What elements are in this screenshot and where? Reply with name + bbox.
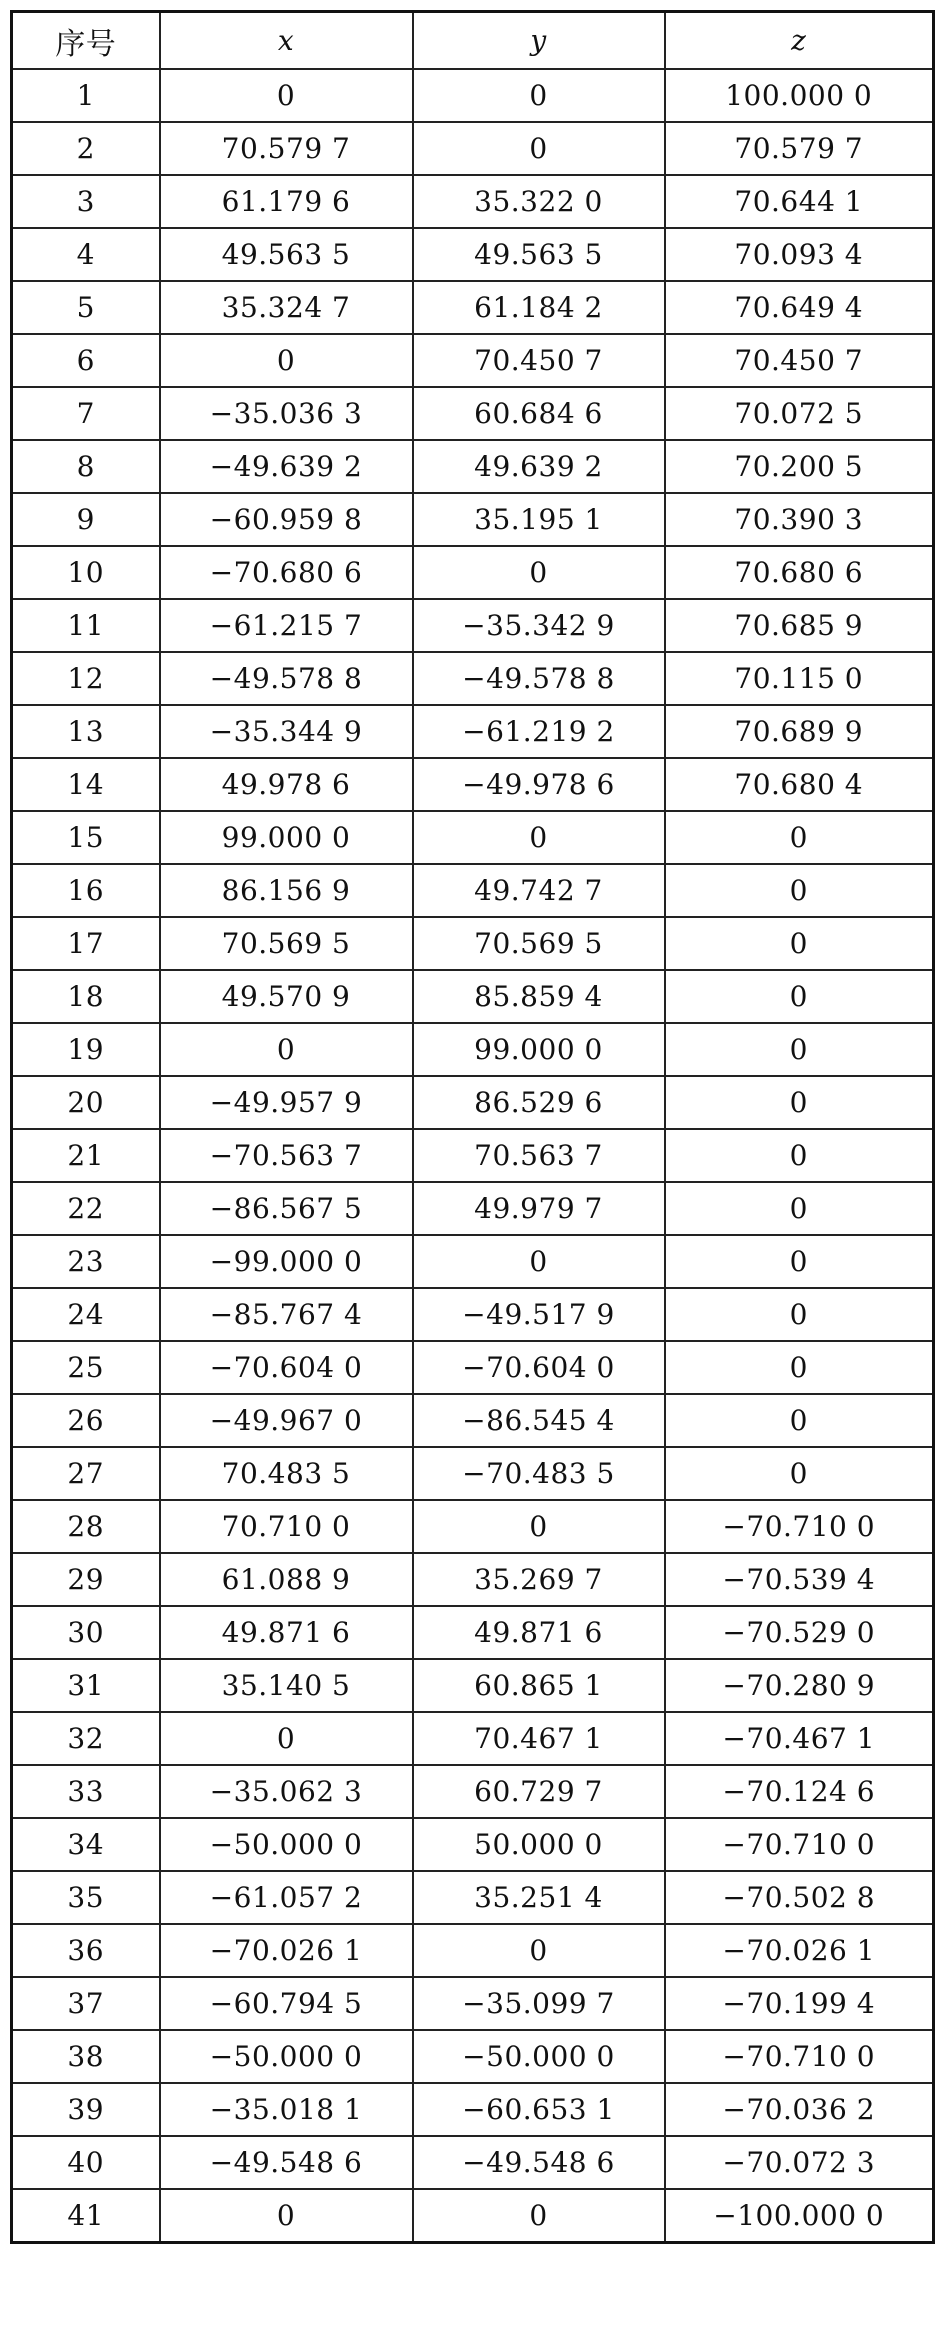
cell-index: 9 bbox=[12, 493, 160, 546]
table-row bbox=[12, 2030, 934, 2083]
cell-y: −49.517 9 bbox=[413, 1288, 665, 1341]
table-row bbox=[12, 1076, 934, 1129]
cell-z: 0 bbox=[665, 1394, 934, 1447]
cell-x: −61.215 7 bbox=[160, 599, 413, 652]
cell-y: −70.604 0 bbox=[413, 1341, 665, 1394]
table-row bbox=[12, 334, 934, 387]
cell-index: 29 bbox=[12, 1553, 160, 1606]
cell-index: 20 bbox=[12, 1076, 160, 1129]
cell-x: −49.957 9 bbox=[160, 1076, 413, 1129]
cell-index: 1 bbox=[12, 69, 160, 122]
cell-x: 61.179 6 bbox=[160, 175, 413, 228]
cell-x: 61.088 9 bbox=[160, 1553, 413, 1606]
cell-y: 61.184 2 bbox=[413, 281, 665, 334]
cell-x: −35.036 3 bbox=[160, 387, 413, 440]
header-index: 序号 bbox=[12, 12, 160, 70]
cell-z: 0 bbox=[665, 1023, 934, 1076]
cell-z: 70.450 7 bbox=[665, 334, 934, 387]
cell-z: −70.036 2 bbox=[665, 2083, 934, 2136]
cell-z: −70.529 0 bbox=[665, 1606, 934, 1659]
cell-z: 70.644 1 bbox=[665, 175, 934, 228]
cell-y: 35.269 7 bbox=[413, 1553, 665, 1606]
cell-index: 40 bbox=[12, 2136, 160, 2189]
cell-y: 0 bbox=[413, 2189, 665, 2243]
cell-x: 99.000 0 bbox=[160, 811, 413, 864]
cell-y: 0 bbox=[413, 122, 665, 175]
cell-y: 99.000 0 bbox=[413, 1023, 665, 1076]
cell-x: −49.967 0 bbox=[160, 1394, 413, 1447]
table-row bbox=[12, 1182, 934, 1235]
cell-z: 0 bbox=[665, 1076, 934, 1129]
cell-y: 60.684 6 bbox=[413, 387, 665, 440]
cell-z: −70.199 4 bbox=[665, 1977, 934, 2030]
cell-index: 22 bbox=[12, 1182, 160, 1235]
cell-x: 35.324 7 bbox=[160, 281, 413, 334]
cell-x: −61.057 2 bbox=[160, 1871, 413, 1924]
cell-index: 24 bbox=[12, 1288, 160, 1341]
cell-x: −49.548 6 bbox=[160, 2136, 413, 2189]
cell-x: −60.959 8 bbox=[160, 493, 413, 546]
cell-index: 31 bbox=[12, 1659, 160, 1712]
cell-y: 60.729 7 bbox=[413, 1765, 665, 1818]
cell-z: 70.200 5 bbox=[665, 440, 934, 493]
cell-z: 0 bbox=[665, 1182, 934, 1235]
cell-index: 38 bbox=[12, 2030, 160, 2083]
cell-y: −49.978 6 bbox=[413, 758, 665, 811]
cell-z: 0 bbox=[665, 1288, 934, 1341]
cell-x: 0 bbox=[160, 1712, 413, 1765]
cell-y: −70.483 5 bbox=[413, 1447, 665, 1500]
cell-y: −60.653 1 bbox=[413, 2083, 665, 2136]
cell-index: 39 bbox=[12, 2083, 160, 2136]
cell-x: −49.639 2 bbox=[160, 440, 413, 493]
table-row bbox=[12, 811, 934, 864]
cell-y: −35.342 9 bbox=[413, 599, 665, 652]
table-row bbox=[12, 1606, 934, 1659]
cell-z: −70.710 0 bbox=[665, 2030, 934, 2083]
cell-z: −70.710 0 bbox=[665, 1818, 934, 1871]
cell-y: 70.450 7 bbox=[413, 334, 665, 387]
cell-z: 70.680 6 bbox=[665, 546, 934, 599]
header-y: y bbox=[413, 12, 665, 70]
cell-x: −70.680 6 bbox=[160, 546, 413, 599]
table-row bbox=[12, 1341, 934, 1394]
table-row bbox=[12, 599, 934, 652]
table-row bbox=[12, 493, 934, 546]
cell-y: 70.467 1 bbox=[413, 1712, 665, 1765]
cell-x: 70.569 5 bbox=[160, 917, 413, 970]
table-row bbox=[12, 1235, 934, 1288]
cell-x: −70.026 1 bbox=[160, 1924, 413, 1977]
table-row bbox=[12, 1447, 934, 1500]
cell-x: 0 bbox=[160, 1023, 413, 1076]
table-row bbox=[12, 228, 934, 281]
cell-z: 0 bbox=[665, 864, 934, 917]
cell-x: −49.578 8 bbox=[160, 652, 413, 705]
cell-y: 0 bbox=[413, 546, 665, 599]
table-row bbox=[12, 1288, 934, 1341]
cell-y: 49.742 7 bbox=[413, 864, 665, 917]
table-row bbox=[12, 440, 934, 493]
cell-x: 70.579 7 bbox=[160, 122, 413, 175]
cell-index: 21 bbox=[12, 1129, 160, 1182]
cell-index: 10 bbox=[12, 546, 160, 599]
cell-z: 0 bbox=[665, 1341, 934, 1394]
cell-y: 49.639 2 bbox=[413, 440, 665, 493]
table-row bbox=[12, 652, 934, 705]
cell-index: 41 bbox=[12, 2189, 160, 2243]
table-row bbox=[12, 175, 934, 228]
cell-y: −35.099 7 bbox=[413, 1977, 665, 2030]
cell-x: 49.570 9 bbox=[160, 970, 413, 1023]
cell-y: 70.569 5 bbox=[413, 917, 665, 970]
cell-z: 100.000 0 bbox=[665, 69, 934, 122]
cell-x: 70.710 0 bbox=[160, 1500, 413, 1553]
cell-z: −70.124 6 bbox=[665, 1765, 934, 1818]
cell-x: −70.604 0 bbox=[160, 1341, 413, 1394]
cell-z: 70.649 4 bbox=[665, 281, 934, 334]
table-row bbox=[12, 705, 934, 758]
cell-y: 86.529 6 bbox=[413, 1076, 665, 1129]
cell-index: 30 bbox=[12, 1606, 160, 1659]
cell-index: 14 bbox=[12, 758, 160, 811]
cell-x: −85.767 4 bbox=[160, 1288, 413, 1341]
cell-index: 6 bbox=[12, 334, 160, 387]
cell-index: 5 bbox=[12, 281, 160, 334]
table-header-row bbox=[12, 12, 934, 70]
cell-z: 70.685 9 bbox=[665, 599, 934, 652]
cell-x: 49.871 6 bbox=[160, 1606, 413, 1659]
table-row bbox=[12, 1765, 934, 1818]
cell-x: −60.794 5 bbox=[160, 1977, 413, 2030]
cell-index: 26 bbox=[12, 1394, 160, 1447]
cell-z: 0 bbox=[665, 1447, 934, 1500]
cell-z: 70.093 4 bbox=[665, 228, 934, 281]
cell-index: 16 bbox=[12, 864, 160, 917]
cell-z: −70.710 0 bbox=[665, 1500, 934, 1553]
table-row bbox=[12, 1129, 934, 1182]
cell-index: 37 bbox=[12, 1977, 160, 2030]
table-row bbox=[12, 1924, 934, 1977]
cell-index: 19 bbox=[12, 1023, 160, 1076]
cell-x: −86.567 5 bbox=[160, 1182, 413, 1235]
cell-z: 70.579 7 bbox=[665, 122, 934, 175]
table-row bbox=[12, 1023, 934, 1076]
cell-index: 3 bbox=[12, 175, 160, 228]
cell-y: 70.563 7 bbox=[413, 1129, 665, 1182]
cell-y: 0 bbox=[413, 1235, 665, 1288]
cell-z: 70.689 9 bbox=[665, 705, 934, 758]
cell-z: 0 bbox=[665, 1129, 934, 1182]
cell-z: 0 bbox=[665, 917, 934, 970]
cell-y: −86.545 4 bbox=[413, 1394, 665, 1447]
table-row bbox=[12, 387, 934, 440]
table-row bbox=[12, 758, 934, 811]
cell-x: 0 bbox=[160, 334, 413, 387]
cell-x: 35.140 5 bbox=[160, 1659, 413, 1712]
cell-y: −61.219 2 bbox=[413, 705, 665, 758]
coordinate-table-container bbox=[10, 10, 932, 2244]
table-row bbox=[12, 1712, 934, 1765]
table-row bbox=[12, 970, 934, 1023]
cell-y: −49.548 6 bbox=[413, 2136, 665, 2189]
coordinate-table bbox=[10, 10, 935, 2244]
cell-index: 36 bbox=[12, 1924, 160, 1977]
cell-y: 0 bbox=[413, 69, 665, 122]
cell-z: 0 bbox=[665, 811, 934, 864]
table-row bbox=[12, 1977, 934, 2030]
cell-z: −70.072 3 bbox=[665, 2136, 934, 2189]
cell-z: 70.072 5 bbox=[665, 387, 934, 440]
table-row bbox=[12, 281, 934, 334]
table-row bbox=[12, 864, 934, 917]
table-row bbox=[12, 1659, 934, 1712]
cell-x: −99.000 0 bbox=[160, 1235, 413, 1288]
cell-y: 49.563 5 bbox=[413, 228, 665, 281]
cell-y: −49.578 8 bbox=[413, 652, 665, 705]
cell-y: 85.859 4 bbox=[413, 970, 665, 1023]
cell-index: 25 bbox=[12, 1341, 160, 1394]
table-row bbox=[12, 1818, 934, 1871]
cell-index: 11 bbox=[12, 599, 160, 652]
cell-y: 0 bbox=[413, 1924, 665, 1977]
cell-index: 32 bbox=[12, 1712, 160, 1765]
table-row bbox=[12, 2189, 934, 2243]
cell-x: 0 bbox=[160, 69, 413, 122]
cell-y: 0 bbox=[413, 1500, 665, 1553]
cell-index: 12 bbox=[12, 652, 160, 705]
cell-z: −70.280 9 bbox=[665, 1659, 934, 1712]
cell-y: 35.251 4 bbox=[413, 1871, 665, 1924]
table-row bbox=[12, 2083, 934, 2136]
table-row bbox=[12, 546, 934, 599]
cell-z: 70.115 0 bbox=[665, 652, 934, 705]
cell-z: −70.502 8 bbox=[665, 1871, 934, 1924]
cell-y: 50.000 0 bbox=[413, 1818, 665, 1871]
cell-index: 23 bbox=[12, 1235, 160, 1288]
cell-x: −35.018 1 bbox=[160, 2083, 413, 2136]
table-row bbox=[12, 1500, 934, 1553]
table-row bbox=[12, 122, 934, 175]
cell-z: 0 bbox=[665, 970, 934, 1023]
table-row bbox=[12, 1394, 934, 1447]
cell-x: −35.062 3 bbox=[160, 1765, 413, 1818]
cell-x: 86.156 9 bbox=[160, 864, 413, 917]
cell-index: 34 bbox=[12, 1818, 160, 1871]
cell-x: 49.563 5 bbox=[160, 228, 413, 281]
cell-index: 18 bbox=[12, 970, 160, 1023]
cell-y: 35.322 0 bbox=[413, 175, 665, 228]
cell-index: 7 bbox=[12, 387, 160, 440]
cell-y: 35.195 1 bbox=[413, 493, 665, 546]
table-row bbox=[12, 1553, 934, 1606]
header-x: x bbox=[160, 12, 413, 70]
table-row bbox=[12, 917, 934, 970]
header-z: z bbox=[665, 12, 934, 70]
cell-index: 28 bbox=[12, 1500, 160, 1553]
cell-y: 60.865 1 bbox=[413, 1659, 665, 1712]
cell-index: 8 bbox=[12, 440, 160, 493]
cell-index: 2 bbox=[12, 122, 160, 175]
table-body bbox=[12, 69, 934, 2243]
cell-x: −50.000 0 bbox=[160, 1818, 413, 1871]
cell-x: 70.483 5 bbox=[160, 1447, 413, 1500]
cell-z: −70.026 1 bbox=[665, 1924, 934, 1977]
cell-index: 33 bbox=[12, 1765, 160, 1818]
table-row bbox=[12, 2136, 934, 2189]
cell-z: 0 bbox=[665, 1235, 934, 1288]
cell-x: −50.000 0 bbox=[160, 2030, 413, 2083]
cell-z: 70.390 3 bbox=[665, 493, 934, 546]
cell-y: 49.871 6 bbox=[413, 1606, 665, 1659]
cell-index: 4 bbox=[12, 228, 160, 281]
cell-index: 15 bbox=[12, 811, 160, 864]
cell-y: 0 bbox=[413, 811, 665, 864]
cell-x: 0 bbox=[160, 2189, 413, 2243]
cell-index: 13 bbox=[12, 705, 160, 758]
table-row bbox=[12, 1871, 934, 1924]
cell-y: 49.979 7 bbox=[413, 1182, 665, 1235]
cell-y: −50.000 0 bbox=[413, 2030, 665, 2083]
cell-index: 35 bbox=[12, 1871, 160, 1924]
table-row bbox=[12, 69, 934, 122]
cell-index: 27 bbox=[12, 1447, 160, 1500]
cell-x: −35.344 9 bbox=[160, 705, 413, 758]
cell-z: −100.000 0 bbox=[665, 2189, 934, 2243]
cell-z: −70.539 4 bbox=[665, 1553, 934, 1606]
cell-x: −70.563 7 bbox=[160, 1129, 413, 1182]
cell-x: 49.978 6 bbox=[160, 758, 413, 811]
cell-z: −70.467 1 bbox=[665, 1712, 934, 1765]
cell-index: 17 bbox=[12, 917, 160, 970]
cell-z: 70.680 4 bbox=[665, 758, 934, 811]
